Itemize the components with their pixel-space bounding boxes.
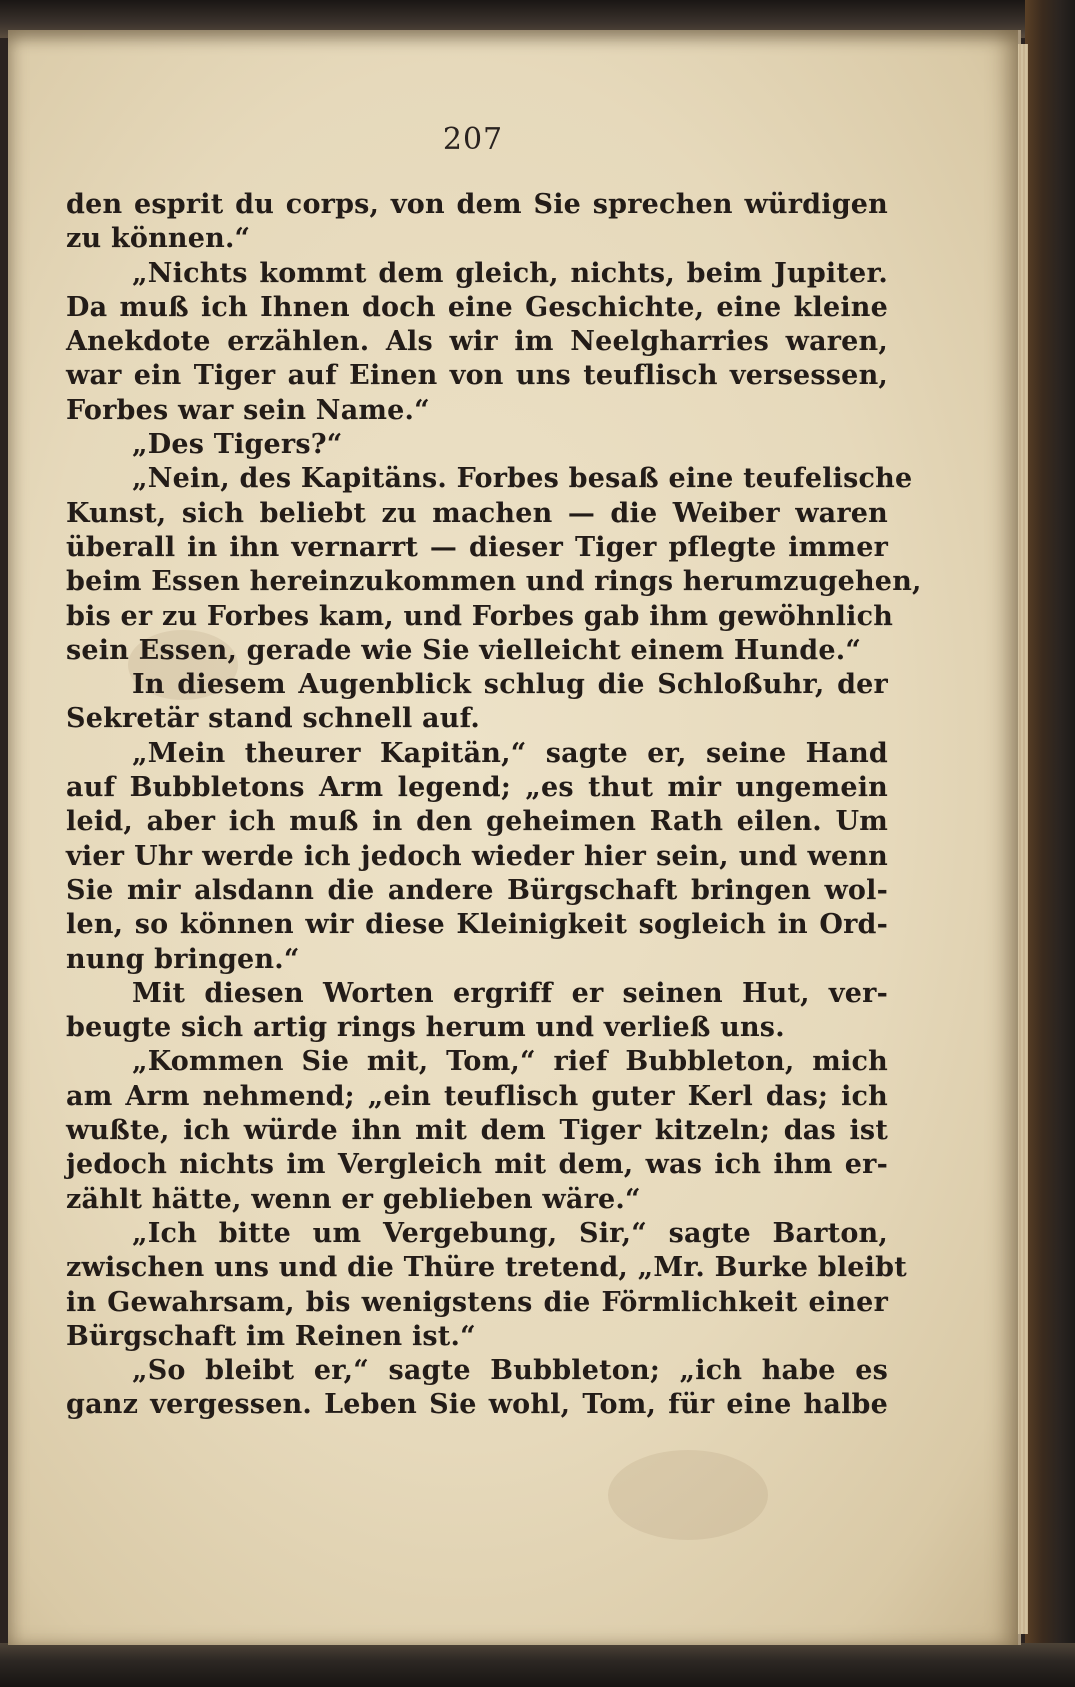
text-line: „Ich bitte um Vergebung, Sir,“ sagte Barton, bbox=[132, 1217, 888, 1249]
text-line: In diesem Augenblick schlug die Schloßuhr, der bbox=[132, 669, 888, 701]
text-line: vier Uhr werde ich jedoch wieder hier sein, und wenn bbox=[66, 840, 888, 872]
text-line: Kunst, sich beliebt zu machen — die Weiber waren bbox=[66, 497, 888, 529]
text-line: bis er zu Forbes kam, und Forbes gab ihm gewöhnlich bbox=[66, 600, 894, 632]
text-line: Sie mir alsdann die andere Bürgschaft bringen wol- bbox=[66, 874, 888, 906]
page-text bbox=[66, 188, 922, 1423]
text-line: „Des Tigers?“ bbox=[132, 429, 343, 461]
text-line: leid, aber ich muß in den geheimen Rath eilen. Um bbox=[66, 806, 888, 838]
book-spine-right bbox=[1025, 0, 1075, 1687]
text-line: „Nichts kommt dem gleich, nichts, beim Jupiter. bbox=[132, 257, 888, 289]
text-line: beim Essen hereinzukommen und rings herumzugehen, bbox=[66, 566, 922, 598]
text-line: jedoch nichts im Vergleich mit dem, was ich ihm er- bbox=[66, 1149, 888, 1181]
text-line: überall in ihn vernarrt — dieser Tiger pflegte immer bbox=[66, 531, 888, 563]
paper-stain bbox=[608, 1450, 768, 1540]
text-line: „Nein, des Kapitäns. Forbes besaß eine teufelische bbox=[132, 463, 913, 495]
text-line: „Kommen Sie mit, Tom,“ rief Bubbleton, mich bbox=[132, 1046, 888, 1078]
text-line: Forbes war sein Name.“ bbox=[66, 394, 430, 426]
text-line: auf Bubbletons Arm legend; „es thut mir ungemein bbox=[66, 772, 888, 804]
text-line: wußte, ich würde ihn mit dem Tiger kitzeln; das ist bbox=[66, 1115, 888, 1147]
text-line: „So bleibt er,“ sagte Bubbleton; „ich habe es bbox=[132, 1355, 888, 1387]
text-line: nung bringen.“ bbox=[66, 943, 300, 975]
book-cover-bottom bbox=[0, 1643, 1075, 1687]
text-line: zählt hätte, wenn er geblieben wäre.“ bbox=[66, 1183, 641, 1215]
page-edges bbox=[1018, 44, 1028, 1634]
text-line: „Mein theurer Kapitän,“ sagte er, seine Hand bbox=[132, 737, 888, 769]
text-line: zwischen uns und die Thüre tretend, „Mr. Burke bleibt bbox=[66, 1252, 907, 1284]
text-line: Mit diesen Worten ergriff er seinen Hut, ver- bbox=[132, 977, 888, 1009]
text-line: den esprit du corps, von dem Sie sprechen würdigen bbox=[66, 189, 888, 220]
text-line: sein Essen, gerade wie Sie vielleicht einem Hunde.“ bbox=[66, 634, 862, 666]
text-line: Bürgschaft im Reinen ist.“ bbox=[66, 1320, 476, 1352]
text-line: am Arm nehmend; „ein teuflisch guter Kerl das; ich bbox=[66, 1080, 888, 1112]
text-line: zu können.“ bbox=[66, 223, 251, 255]
text-line: Sekretär stand schnell auf. bbox=[66, 703, 481, 735]
text-line: Da muß ich Ihnen doch eine Geschichte, eine kleine bbox=[66, 291, 888, 323]
text-line: ganz vergessen. Leben Sie wohl, Tom, für eine halbe bbox=[66, 1389, 888, 1421]
text-line: len, so können wir diese Kleinigkeit sogleich in Ord- bbox=[66, 909, 888, 941]
text-line: war ein Tiger auf Einen von uns teuflisch versessen, bbox=[66, 360, 888, 392]
text-line: in Gewahrsam, bis wenigstens die Förmlichkeit einer bbox=[66, 1286, 888, 1318]
text-line: Anekdote erzählen. Als wir im Neelgharries waren, bbox=[66, 326, 888, 358]
book-page bbox=[8, 30, 1021, 1645]
text-line: beugte sich artig rings herum und verließ uns. bbox=[66, 1012, 785, 1044]
page-number: 207 bbox=[442, 122, 504, 157]
